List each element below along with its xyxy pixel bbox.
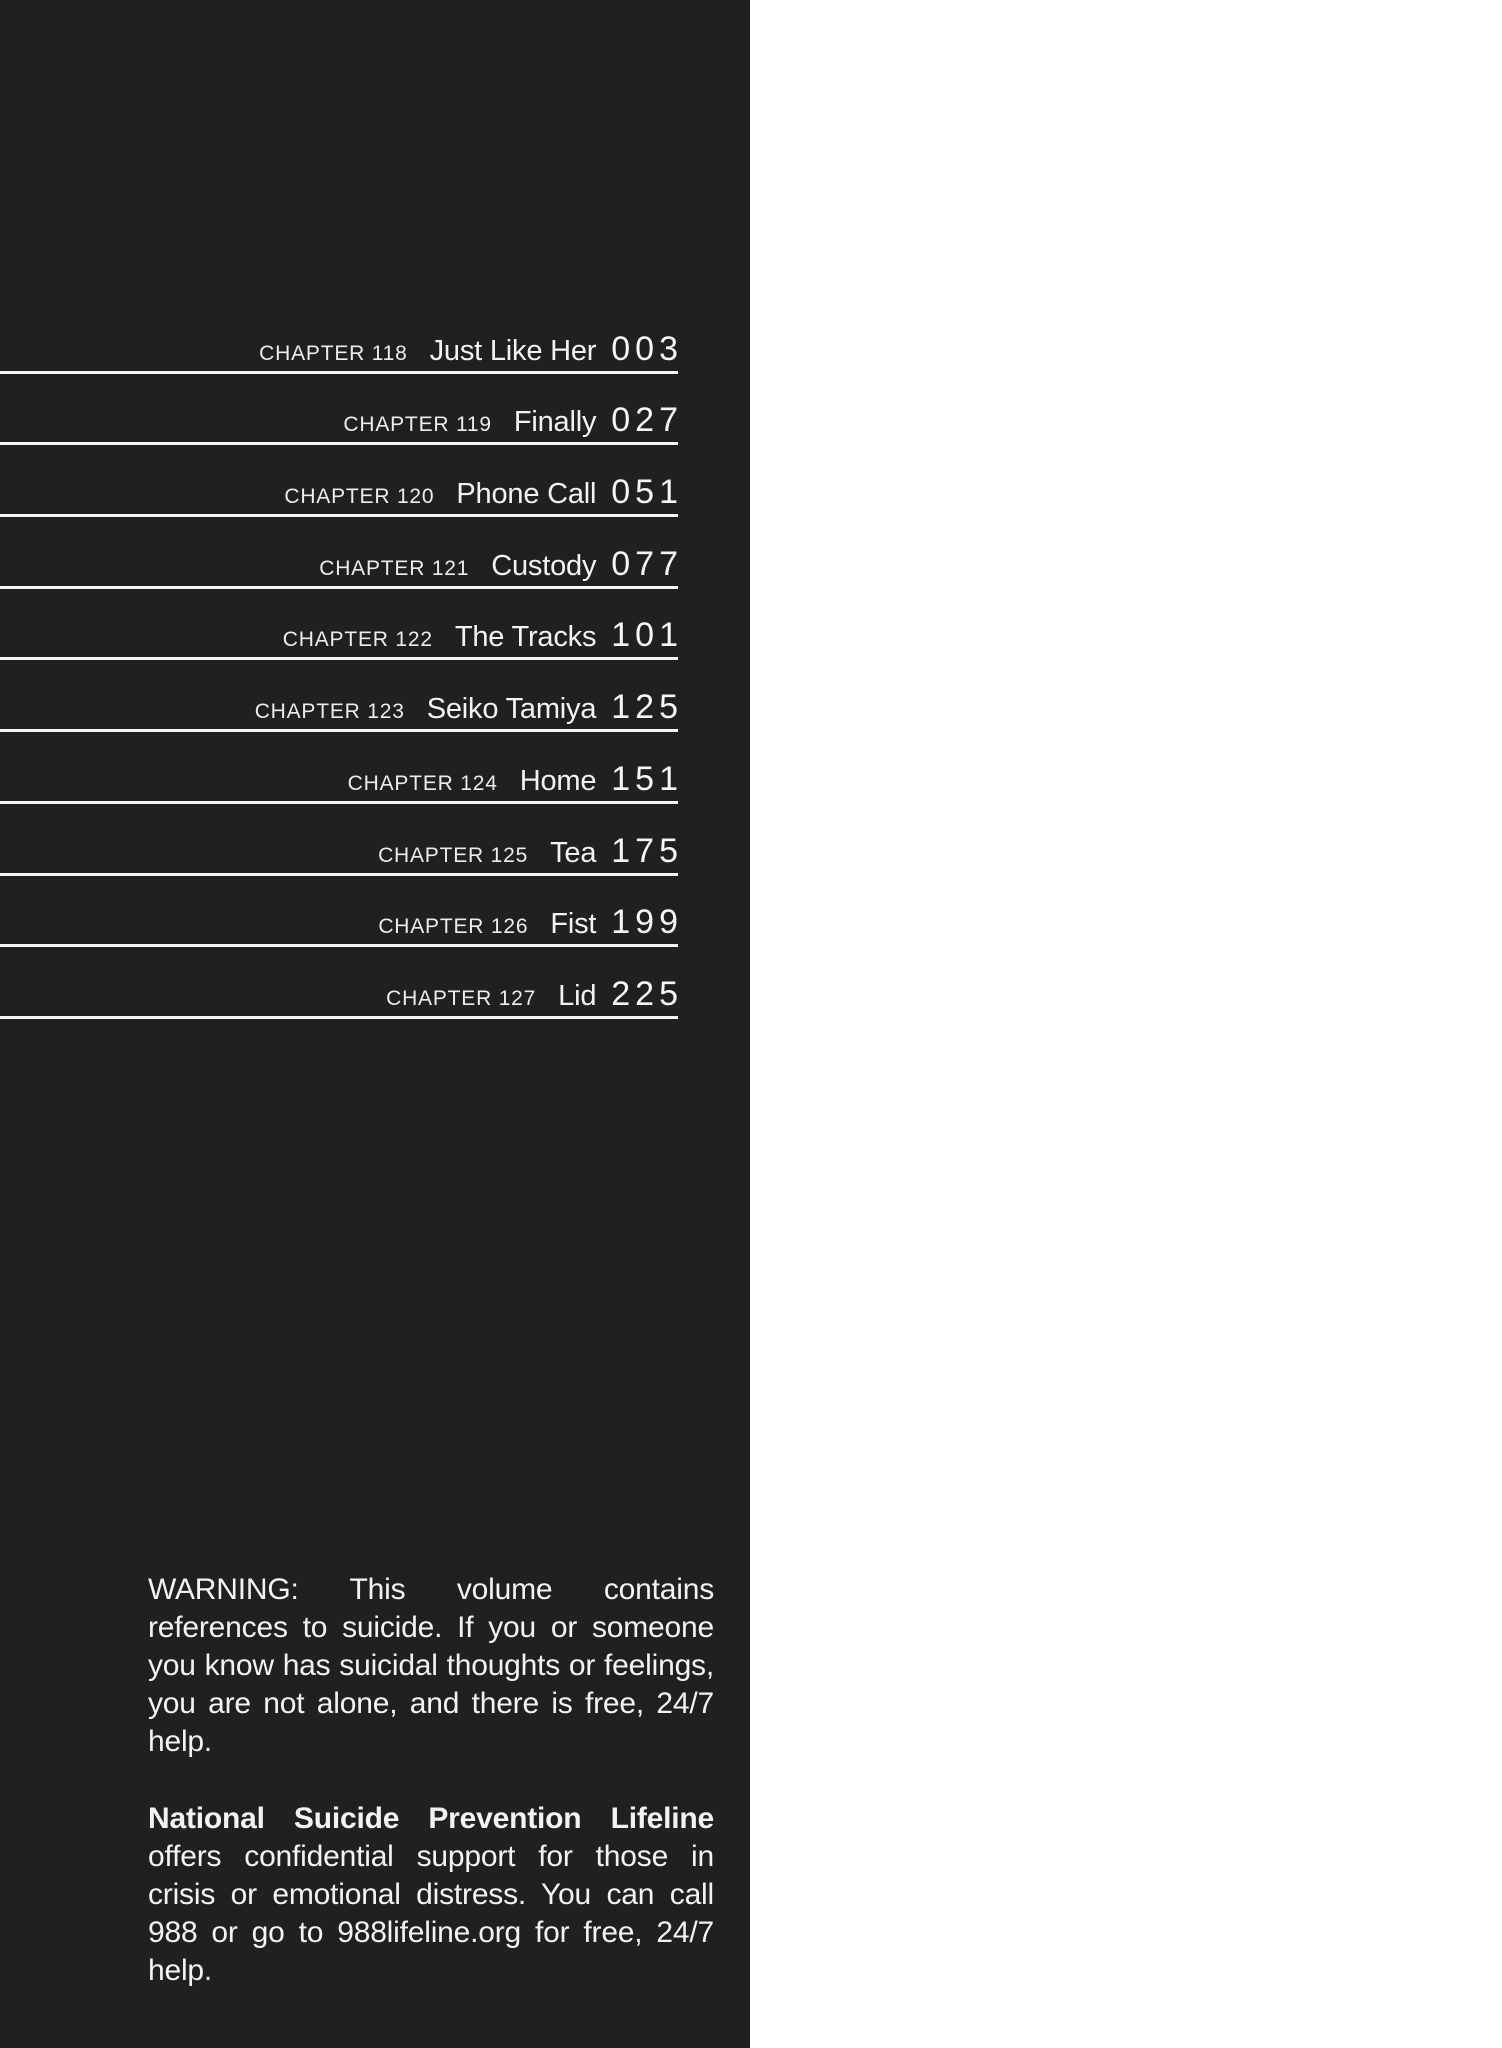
lifeline-paragraph-rest: offers confidential support for those in crisis or emotional distress. You can call 988 or go to 988lifeline.org for free, 24/7 help.: [148, 1840, 714, 1987]
chapter-title: Fist: [550, 908, 597, 941]
chapter-page-number: 101: [611, 616, 683, 655]
chapter-page-number: 003: [611, 329, 683, 368]
toc-row-text: [259, 329, 683, 369]
chapter-title: Home: [519, 764, 597, 797]
chapter-title: The Tracks: [454, 621, 597, 654]
toc-row: [0, 947, 683, 1019]
chapter-page-number: 077: [611, 544, 683, 583]
chapter-title: Tea: [550, 836, 597, 869]
chapter-title: Just Like Her: [429, 334, 597, 367]
chapter-page-number: 027: [611, 401, 683, 440]
toc-row: [0, 374, 683, 446]
lifeline-name-bold: National Suicide Prevention Lifeline: [148, 1802, 714, 1835]
table-of-contents: [0, 302, 683, 1019]
toc-row-text: [284, 473, 683, 512]
toc-row: [0, 804, 683, 876]
toc-row-text: [378, 831, 683, 871]
toc-row: [0, 517, 683, 589]
chapter-page-number: 125: [611, 688, 683, 727]
toc-row-text: [282, 616, 683, 655]
toc-row-text: [343, 401, 683, 440]
chapter-page-number: 225: [611, 974, 683, 1013]
toc-row: [0, 445, 683, 517]
chapter-page-number: 199: [611, 903, 683, 942]
toc-row: [0, 660, 683, 732]
chapter-title: Phone Call: [456, 478, 597, 511]
toc-row: [0, 589, 683, 661]
chapter-title: Lid: [558, 979, 597, 1012]
chapter-label: CHAPTER 123: [254, 700, 405, 724]
chapter-page-number: 175: [611, 831, 683, 870]
chapter-label: CHAPTER 127: [386, 986, 537, 1010]
dark-panel: [0, 0, 750, 2048]
toc-row-text: [386, 974, 683, 1014]
warning-paragraph: WARNING: This volume contains references to suicide. If you or someone you know has suicidal thoughts or feelings, you are not alone, and there is free, 24/7 help.: [148, 1573, 714, 1758]
chapter-label: CHAPTER 124: [347, 771, 498, 795]
chapter-label: CHAPTER 126: [378, 915, 529, 939]
chapter-title: Seiko Tamiya: [426, 693, 597, 726]
chapter-label: CHAPTER 120: [284, 485, 435, 509]
chapter-label: CHAPTER 121: [319, 556, 470, 580]
lifeline-paragraph: [148, 1800, 714, 1990]
chapter-label: CHAPTER 118: [259, 341, 408, 365]
toc-row: [0, 876, 683, 948]
chapter-page-number: 051: [611, 473, 683, 512]
toc-row-text: [378, 903, 683, 942]
warning-section: [148, 1571, 714, 1990]
chapter-title: Finally: [513, 406, 597, 439]
toc-row-text: [319, 544, 683, 584]
chapter-label: CHAPTER 119: [343, 413, 492, 437]
chapter-label: CHAPTER 122: [282, 628, 433, 652]
toc-row: [0, 302, 683, 374]
chapter-page-number: 151: [611, 759, 683, 798]
toc-row: [0, 732, 683, 804]
chapter-label: CHAPTER 125: [378, 843, 529, 867]
toc-row-text: [254, 688, 683, 727]
chapter-title: Custody: [491, 549, 597, 582]
toc-row-text: [347, 759, 683, 799]
